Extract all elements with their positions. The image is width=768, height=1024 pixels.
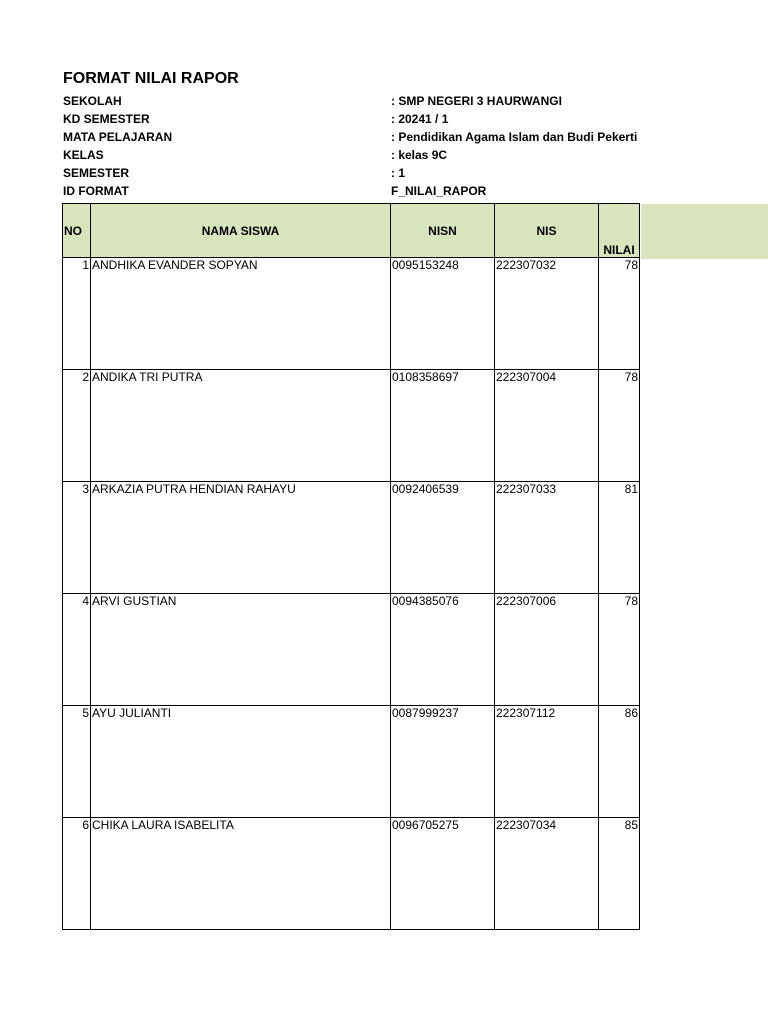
table-row [63,258,640,370]
meta-value: : 1 [391,166,406,180]
cell-nis[interactable]: 222307034 [495,818,599,930]
table-row [63,818,640,930]
cell-no[interactable]: 3 [63,482,91,594]
meta-value: : Pendidikan Agama Islam dan Budi Pekerti [391,130,638,144]
header-fill-extension [641,204,768,259]
cell-nisn[interactable]: 0092406539 [391,482,495,594]
meta-label: KELAS [63,148,104,162]
cell-nama[interactable]: ARVI GUSTIAN [91,594,391,706]
cell-nama[interactable]: ANDHIKA EVANDER SOPYAN [91,258,391,370]
table-row [63,370,640,482]
meta-label: SEKOLAH [63,94,122,108]
cell-nilai[interactable]: 78 [599,594,640,706]
header-no[interactable]: NO [63,204,91,258]
header-nisn[interactable]: NISN [391,204,495,258]
meta-value: : 20241 / 1 [391,112,449,126]
cell-nama[interactable]: AYU JULIANTI [91,706,391,818]
header-nis[interactable]: NIS [495,204,599,258]
cell-no[interactable]: 4 [63,594,91,706]
cell-nilai[interactable]: 78 [599,370,640,482]
cell-nis[interactable]: 222307112 [495,706,599,818]
meta-value: : kelas 9C [391,148,448,162]
cell-nama[interactable]: ARKAZIA PUTRA HENDIAN RAHAYU [91,482,391,594]
header-nama-siswa[interactable]: NAMA SISWA [91,204,391,258]
meta-label: KD SEMESTER [63,112,150,126]
grades-table [62,203,640,930]
table-row [63,594,640,706]
cell-nisn[interactable]: 0108358697 [391,370,495,482]
meta-label: SEMESTER [63,166,130,180]
cell-nilai[interactable]: 78 [599,258,640,370]
table-header-row [63,204,640,258]
cell-nis[interactable]: 222307033 [495,482,599,594]
meta-value: : SMP NEGERI 3 HAURWANGI [391,94,562,108]
table-row [63,482,640,594]
cell-nama[interactable]: CHIKA LAURA ISABELITA [91,818,391,930]
cell-nisn[interactable]: 0094385076 [391,594,495,706]
cell-no[interactable]: 2 [63,370,91,482]
cell-no[interactable]: 1 [63,258,91,370]
table-row [63,706,640,818]
cell-no[interactable]: 5 [63,706,91,818]
cell-nama[interactable]: ANDIKA TRI PUTRA [91,370,391,482]
cell-nisn[interactable]: 0087999237 [391,706,495,818]
meta-value: F_NILAI_RAPOR [391,184,487,198]
meta-label: ID FORMAT [63,184,129,198]
cell-nilai[interactable]: 85 [599,818,640,930]
cell-nis[interactable]: 222307032 [495,258,599,370]
cell-nis[interactable]: 222307006 [495,594,599,706]
cell-nis[interactable]: 222307004 [495,370,599,482]
sheet-title: FORMAT NILAI RAPOR [63,70,239,87]
meta-label: MATA PELAJARAN [63,130,173,144]
cell-no[interactable]: 6 [63,818,91,930]
cell-nilai[interactable]: 81 [599,482,640,594]
cell-nisn[interactable]: 0096705275 [391,818,495,930]
cell-nisn[interactable]: 0095153248 [391,258,495,370]
header-nilai[interactable]: NILAI [599,204,640,258]
cell-nilai[interactable]: 86 [599,706,640,818]
